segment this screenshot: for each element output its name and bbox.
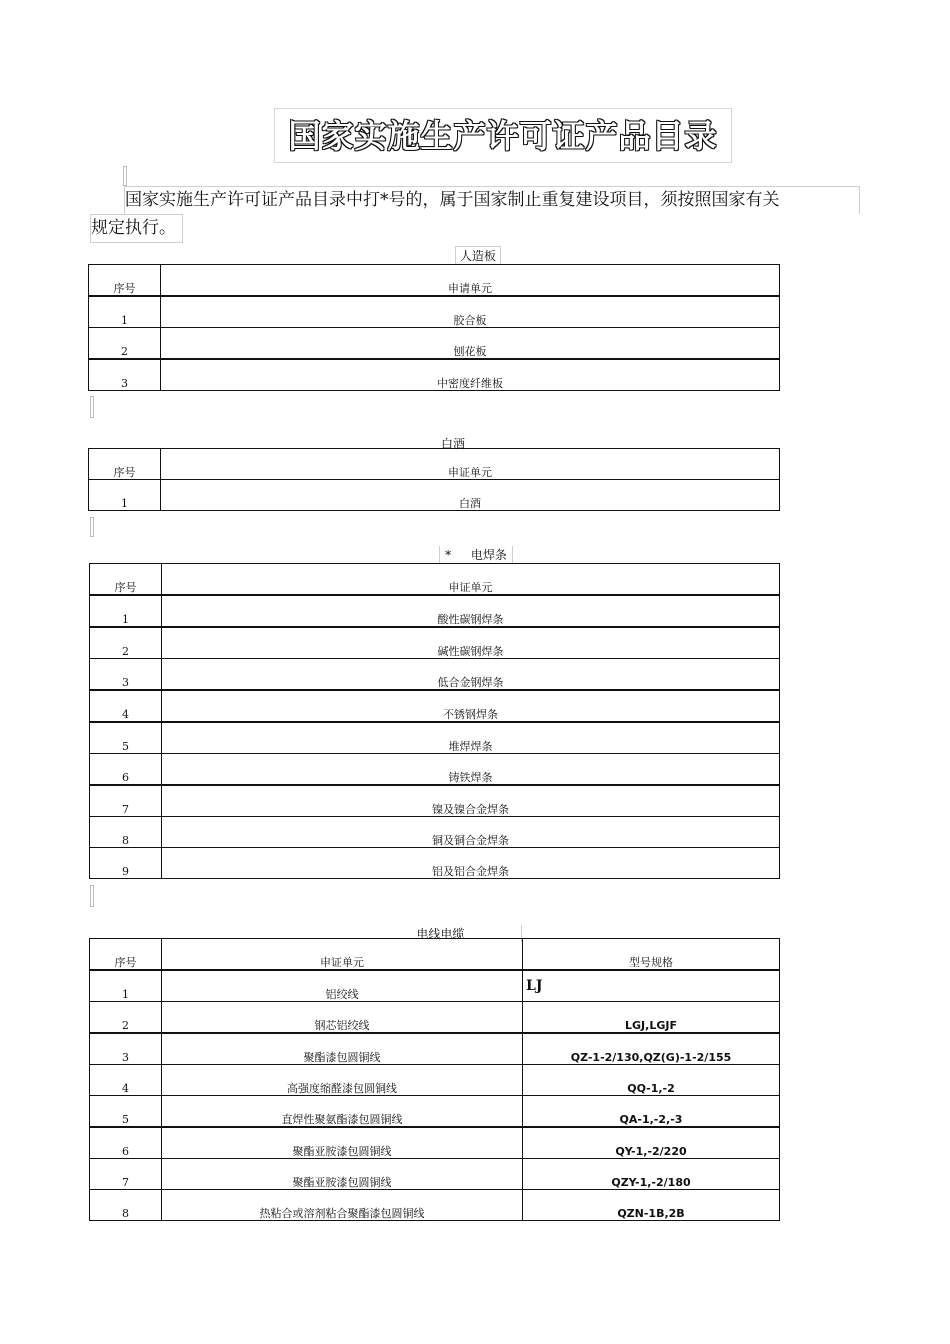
cell-seq: 4 [90, 690, 162, 722]
table-row [89, 296, 780, 328]
cell-seq: 2 [90, 627, 162, 659]
cell-seq: 7 [90, 1159, 162, 1190]
cell-seq: 5 [90, 1096, 162, 1128]
header-unit: 申证单元 [161, 449, 780, 480]
table-wire-cable [89, 938, 780, 1221]
table-row [90, 1033, 780, 1065]
section-caption-wood-board: 人造板 [455, 246, 501, 264]
header-unit: 申证单元 [162, 939, 523, 971]
table-header-row [90, 939, 780, 971]
table-row [90, 1002, 780, 1034]
paragraph-marker [90, 396, 94, 418]
table-header-row [89, 449, 780, 480]
table-header-row [89, 265, 780, 297]
cell-unit: 钢芯铝绞线 [162, 1002, 523, 1034]
cell-seq: 4 [90, 1065, 162, 1096]
table-row [89, 328, 780, 360]
page-title-box [274, 108, 732, 163]
table-row [90, 627, 780, 659]
cell-unit: 铜及铜合金焊条 [162, 817, 780, 848]
cell-unit: 酸性碳钢焊条 [162, 595, 780, 627]
header-unit: 申证单元 [162, 564, 780, 596]
cell-seq: 8 [90, 817, 162, 848]
cell-unit: 中密度纤维板 [161, 359, 780, 391]
cell-seq: 3 [90, 659, 162, 691]
section-caption-liquor: 白酒 [441, 437, 466, 451]
table-row [90, 1159, 780, 1190]
cell-spec: QQ-1,-2 [523, 1065, 780, 1096]
intro-line-1: 国家实施生产许可证产品目录中打*号的，属于国家制止重复建设项目，须按照国家有关 [124, 186, 860, 214]
cell-seq: 2 [90, 1002, 162, 1034]
cell-seq: 1 [90, 970, 162, 1002]
paragraph-marker [90, 885, 94, 907]
cell-spec: QY-1,-2/220 [523, 1127, 780, 1159]
page-title: 国家实施生产许可证产品目录 [288, 117, 718, 155]
table-row [90, 1127, 780, 1159]
cell-seq: 1 [89, 296, 161, 328]
cell-seq: 6 [90, 754, 162, 786]
cell-spec: LGJ,LGJF [523, 1002, 780, 1034]
cell-unit: 铝绞线 [162, 970, 523, 1002]
table-row [90, 848, 780, 879]
cell-spec: QZ-1-2/130,QZ(G)-1-2/155 [523, 1033, 780, 1065]
section-caption-welding-rod [439, 546, 513, 563]
cell-unit: 直焊性聚氨酯漆包圆铜线 [162, 1096, 523, 1128]
intro-line-2: 规定执行。 [90, 214, 183, 243]
cell-unit: 堆焊焊条 [162, 722, 780, 754]
header-spec: 型号规格 [523, 939, 780, 971]
header-seq: 序号 [89, 265, 161, 297]
cell-spec: QZY-1,-2/180 [523, 1159, 780, 1190]
section-caption-text: 电焊条 [470, 548, 507, 562]
table-row [90, 722, 780, 754]
cell-unit: 热粘合或溶剂粘合聚酯漆包圆铜线 [162, 1190, 523, 1221]
table-header-row [90, 564, 780, 596]
cell-unit: 不锈钢焊条 [162, 690, 780, 722]
cell-unit: 镍及镍合金焊条 [162, 785, 780, 817]
cell-unit: 铸铁焊条 [162, 754, 780, 786]
cell-seq: 1 [89, 480, 161, 511]
cell-spec: LJ [523, 970, 780, 1002]
cell-seq: 2 [89, 328, 161, 360]
cell-seq: 3 [90, 1033, 162, 1065]
paragraph-marker [90, 517, 94, 537]
cell-seq: 5 [90, 722, 162, 754]
table-row [90, 1096, 780, 1128]
table-row [90, 785, 780, 817]
cell-seq: 8 [90, 1190, 162, 1221]
header-seq: 序号 [90, 939, 162, 971]
cell-seq: 3 [89, 359, 161, 391]
text-cursor-marker [123, 166, 127, 186]
table-row [90, 595, 780, 627]
cell-seq: 1 [90, 595, 162, 627]
table-row [89, 359, 780, 391]
star-mark: * [445, 548, 452, 562]
cell-unit: 聚酯漆包圆铜线 [162, 1033, 523, 1065]
table-wood-board [88, 264, 780, 391]
cell-unit: 聚酯亚胺漆包圆铜线 [162, 1159, 523, 1190]
cell-spec: QZN-1B,2B [523, 1190, 780, 1221]
header-seq: 序号 [89, 449, 161, 480]
table-row [90, 817, 780, 848]
table-row [90, 1065, 780, 1096]
cell-unit: 低合金钢焊条 [162, 659, 780, 691]
cell-seq: 6 [90, 1127, 162, 1159]
cell-unit: 铝及铝合金焊条 [162, 848, 780, 879]
cell-seq: 9 [90, 848, 162, 879]
cell-unit: 高强度缩醛漆包圆铜线 [162, 1065, 523, 1096]
header-seq: 序号 [90, 564, 162, 596]
cell-unit: 胶合板 [161, 296, 780, 328]
table-row [89, 480, 780, 511]
table-row [90, 690, 780, 722]
section-caption-wire-cable: 电线电缆 [360, 925, 522, 942]
table-welding-rod [89, 563, 780, 879]
header-unit: 申请单元 [161, 265, 780, 297]
cell-seq: 7 [90, 785, 162, 817]
table-row [90, 754, 780, 786]
table-liquor [88, 448, 780, 511]
table-row [90, 970, 780, 1002]
cell-unit: 刨花板 [161, 328, 780, 360]
cell-unit: 白酒 [161, 480, 780, 511]
cell-unit: 碱性碳钢焊条 [162, 627, 780, 659]
table-row [90, 1190, 780, 1221]
cell-unit: 聚酯亚胺漆包圆铜线 [162, 1127, 523, 1159]
intro-paragraph [90, 186, 860, 243]
cell-spec: QA-1,-2,-3 [523, 1096, 780, 1128]
table-row [90, 659, 780, 691]
